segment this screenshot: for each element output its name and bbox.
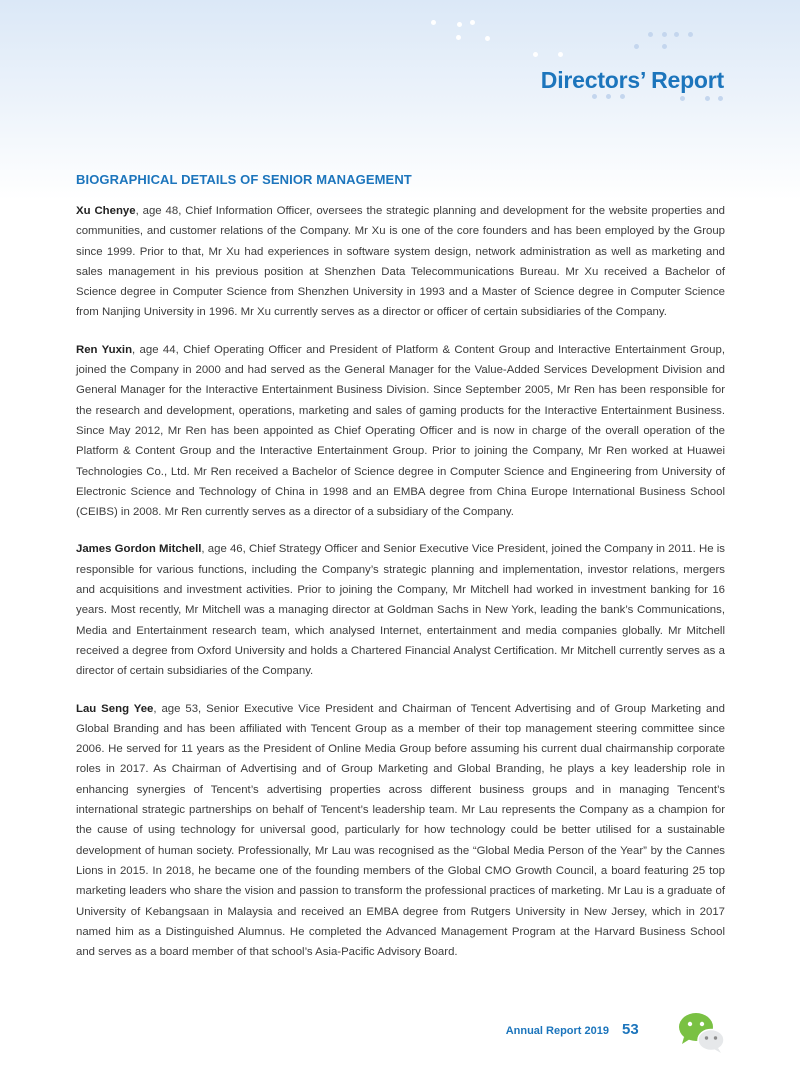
footer-report-label: Annual Report 2019 bbox=[505, 1025, 609, 1037]
header-band bbox=[0, 0, 800, 200]
biography-text: , age 44, Chief Operating Officer and President of Platform & Content Group and Interactive Entertainment Group, joined the Company in 2000 and had served as the General Manager for the Value-Added Services Development Division and General Manager for the Interactive Entertainment Business Division. Since September 2005, Mr Ren has been responsible for the research and development, operations, marketing and sales of gaming products for the Interactive Entertainment Business. Since May 2012, Mr Ren has been appointed as Chief Operating Officer and is now in charge of the overall operation of the Platform & Content Group and the Interactive Entertainment Group. Prior to joining the Company, Mr Ren worked at Huawei Technologies Co., Ltd. Mr Ren received a Bachelor of Science degree in Computer Science and Engineering from University of Electronic Science and Technology of China in 1998 and an EMBA degree from China Europe International Business School (CEIBS) in 2008. Mr Ren currently serves as a director of a subsidiary of the Company. bbox=[76, 343, 725, 519]
decor-dot bbox=[456, 35, 461, 40]
decor-dot bbox=[718, 96, 723, 101]
person-name: James Gordon Mitchell bbox=[76, 543, 202, 556]
decor-dot bbox=[457, 22, 462, 27]
biography-paragraph bbox=[76, 699, 725, 963]
person-name: Lau Seng Yee bbox=[76, 702, 154, 715]
decor-dot bbox=[674, 32, 679, 37]
biography-text: , age 53, Senior Executive Vice President and Chairman of Tencent Advertising and of Group Marketing and Global Branding and has been affiliated with Tencent Group as a member of their top management steering committee since 2006. He served for 11 years as the President of Online Media Group before assuming his current dual chairmanship corporate roles in 2017. As Chairman of Advertising and of Group Marketing and Global Branding, he plays a key leadership role in enhancing synergies of Tencent’s advertising properties across different business groups and in managing Tencent’s international strategic partnerships on behalf of Tencent’s leadership team. Mr Lau represents the Company as a champion for the cause of using technology for universal good, particularly for how technology could be better utilised for a sustainable development of human society. Professionally, Mr Lau was recognised as the “Global Media Person of the Year” by the Cannes Lions in 2015. In 2018, he became one of the founding members of the Global CMO Growth Council, a board featuring 25 top marketing leaders who share the vision and passion to transform the professional practices of marketing. Mr Lau is a graduate of University of Kebangsaan in Malaysia and received an EMBA degree from Rutgers University in New Jersey, which in 2017 named him as a Distinguished Alumnus. He completed the Advanced Management Program at the Harvard Business School and serves as a board member of that school’s Asia-Pacific Advisory Board. bbox=[76, 702, 725, 959]
decor-dot bbox=[688, 32, 693, 37]
decor-dot bbox=[558, 52, 563, 57]
decor-dot bbox=[470, 20, 475, 25]
decor-dot bbox=[634, 44, 639, 49]
biography-list bbox=[76, 201, 725, 979]
decor-dot bbox=[592, 94, 597, 99]
biography-paragraph bbox=[76, 201, 725, 323]
biography-paragraph bbox=[76, 340, 725, 523]
person-name: Xu Chenye bbox=[76, 205, 136, 217]
person-name: Ren Yuxin bbox=[76, 343, 133, 356]
biography-text: , age 48, Chief Information Officer, oversees the strategic planning and development for the website properties and communities, and customer relations of the Company. Mr Xu is one of the core founders and has been employed by the Group since 1999. Prior to that, Mr Xu had experiences in software system design, network administration as well as marketing and sales management in his previous position at Shenzhen Data Telecommunications Bureau. Mr Xu received a Bachelor of Science degree in Computer Science from Shenzhen University in 1993 and a Master of Science degree in Computer Science from Nanjing University in 1996. Mr Xu currently serves as a director or officer of certain subsidiaries of the Company. bbox=[76, 205, 725, 319]
decor-dot bbox=[431, 20, 436, 25]
biography-paragraph bbox=[76, 539, 725, 681]
page-number: 53 bbox=[622, 1021, 639, 1038]
wechat-logo-icon bbox=[676, 1010, 726, 1054]
section-heading: BIOGRAPHICAL DETAILS OF SENIOR MANAGEMENT bbox=[76, 172, 412, 187]
decor-dot bbox=[648, 32, 653, 37]
biography-text: , age 46, Chief Strategy Officer and Senior Executive Vice President, joined the Company in 2011. He is responsible for various functions, including the Company’s strategic planning and implementation, investor relations, mergers and acquisitions and investment activities. Prior to joining the Company, Mr Mitchell had worked in investment banking for 16 years. Most recently, Mr Mitchell was a managing director at Goldman Sachs in New York, leading the bank’s Communications, Media and Entertainment research team, which analysed Internet, entertainment and media companies globally. Mr Mitchell received a degree from Oxford University and holds a Chartered Financial Analyst Certification. Mr Mitchell currently serves as a director of certain subsidiaries of the Company. bbox=[76, 543, 725, 678]
report-title: Directors’ Report bbox=[540, 67, 724, 93]
decor-dot bbox=[662, 44, 667, 49]
decor-dot bbox=[680, 96, 685, 101]
decor-dot bbox=[705, 96, 710, 101]
decor-dot bbox=[533, 52, 538, 57]
decor-dot bbox=[620, 94, 625, 99]
decor-dot bbox=[485, 36, 490, 41]
decor-dot bbox=[662, 32, 667, 37]
decor-dot bbox=[606, 94, 611, 99]
